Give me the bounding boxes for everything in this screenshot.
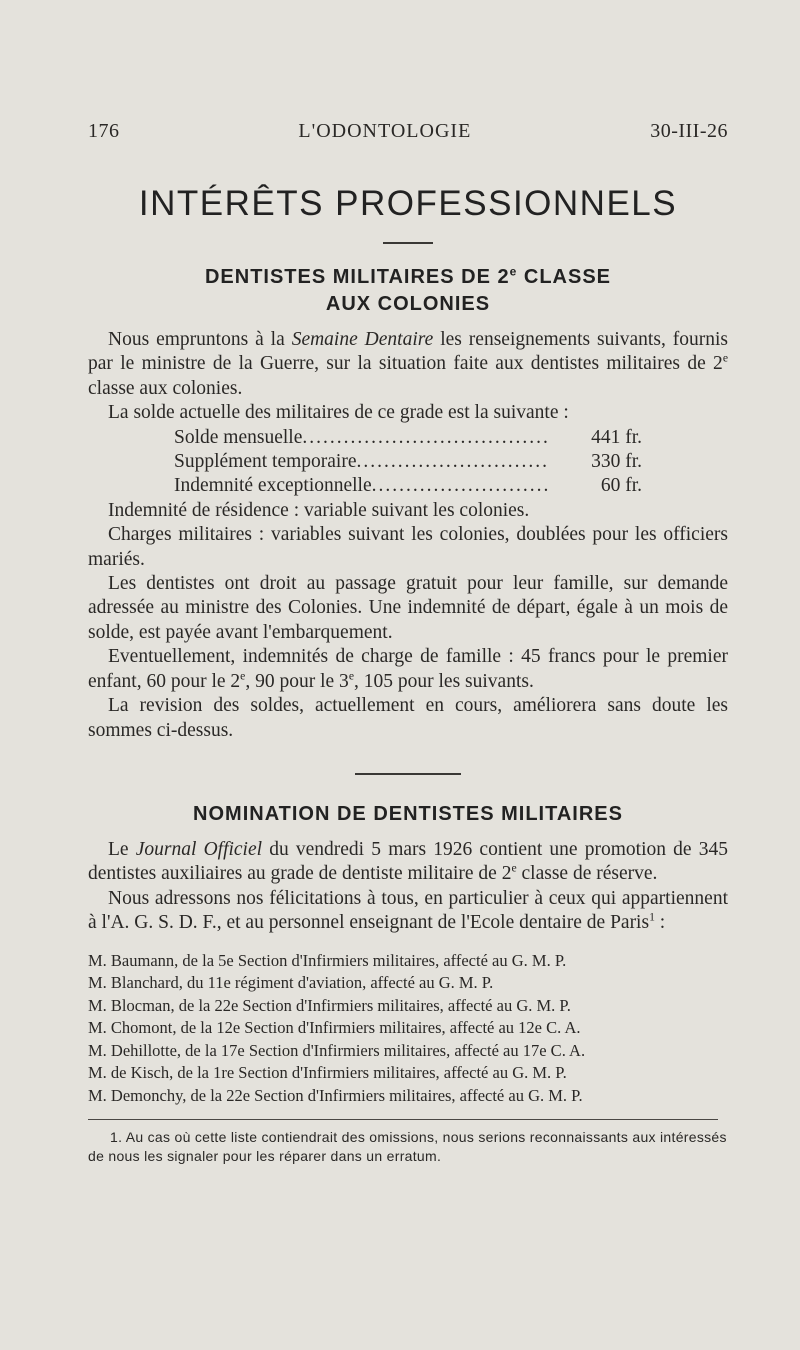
page: [88, 120, 728, 1166]
list-item: M. Blanchard, du 11e régiment d'aviation, affecté au G. M. P.: [88, 973, 494, 993]
passage-paragraph: Les dentistes ont droit au passage gratuit pour leur famille, sur demande adressée au ministre des Colonies. Une indemnité de départ, égale à un mois de solde, est payée avant l'embarquement.: [88, 573, 728, 643]
list-item: M. Blocman, de la 22e Section d'Infirmiers militaires, affecté au G. M. P.: [88, 995, 571, 1015]
list-item: M. Demonchy, de la 22e Section d'Infirmiers militaires, affecté au G. M. P.: [88, 1085, 583, 1105]
residence-paragraph: Indemnité de résidence : variable suivant les colonies.: [108, 499, 530, 521]
list-item: M. Dehillotte, de la 17e Section d'Infirmiers militaires, affecté au 17e C. A.: [88, 1040, 586, 1060]
family-allowance-paragraph: Eventuellement, indemnités de charge de famille : 45 francs pour le premier enfant, 60 pour le 2e, 90 pour le 3e, 105 pour les suivants.: [88, 646, 728, 692]
intro-paragraph: Nous empruntons à la Semaine Dentaire les renseignements suivants, fournis par le ministre de la Guerre, sur la situation faite aux dentistes militaires de 2e classe aux colonies.: [88, 329, 728, 399]
page-title: INTÉRÊTS PROFESSIONNELS: [138, 184, 678, 223]
list-item: M. de Kisch, de la 1re Section d'Infirmiers militaires, affecté au G. M. P.: [88, 1063, 567, 1083]
section-title-dentistes-colonies: DENTISTES MILITAIRES DE 2e CLASSE AUX COLONIES: [204, 264, 612, 315]
divider: [383, 242, 433, 244]
running-header: [88, 120, 728, 150]
list-item: M. Chomont, de la 12e Section d'Infirmiers militaires, affecté au 12e C. A.: [88, 1018, 581, 1038]
divider: [355, 773, 461, 775]
felicitations-paragraph: Nous adressons nos félicitations à tous, en particulier à ceux qui appartiennent à l'A. G. S. D. F., et au personnel enseignant de l'Ecole dentaire de Paris$^1$ :: [88, 887, 728, 934]
footnote-divider: [88, 1119, 718, 1120]
pay-row: Indemnité exceptionnelle ..... 60 fr.: [174, 474, 642, 498]
section-body-nomination: [88, 838, 728, 1107]
section-body-colonies: [88, 328, 728, 743]
list-item: M. Baumann, de la 5e Section d'Infirmiers militaires, affecté au G. M. P.: [88, 950, 567, 970]
footnote-text: Au cas où cette liste contiendrait des omissions, nous serions reconnaissants aux intéressés de nous les signaler pour les réparer dans un erratum.: [88, 1129, 727, 1165]
page-number: 176: [88, 120, 120, 142]
journal-officiel-paragraph: Le Journal Officiel du vendredi 5 mars 1926 contient une promotion de 345 dentistes auxiliaires au grade de dentiste militaire de 2e classe de réserve.: [88, 838, 728, 885]
issue-date: 30-III-26: [650, 120, 728, 142]
footnote-number: 1.: [110, 1129, 123, 1146]
charges-paragraph: Charges militaires : variables suivant les colonies, doublées pour les officiers mariés.: [88, 524, 728, 570]
names-list: [88, 950, 728, 1108]
revision-paragraph: La revision des soldes, actuellement en cours, améliorera sans doute les sommes ci-dessus.: [88, 695, 728, 741]
solde-intro: La solde actuelle des militaires de ce grade est la suivante :: [108, 402, 569, 424]
pay-table: [174, 426, 642, 499]
journal-title: L'ODONTOLOGIE: [298, 120, 472, 142]
footnote: [88, 1128, 728, 1166]
pay-row: Solde mensuelle ..... 441 fr.: [174, 426, 642, 450]
pay-row: Supplément temporaire ..... 330 fr.: [174, 450, 642, 474]
section-title-nomination: NOMINATION DE DENTISTES MILITAIRES: [193, 802, 623, 825]
